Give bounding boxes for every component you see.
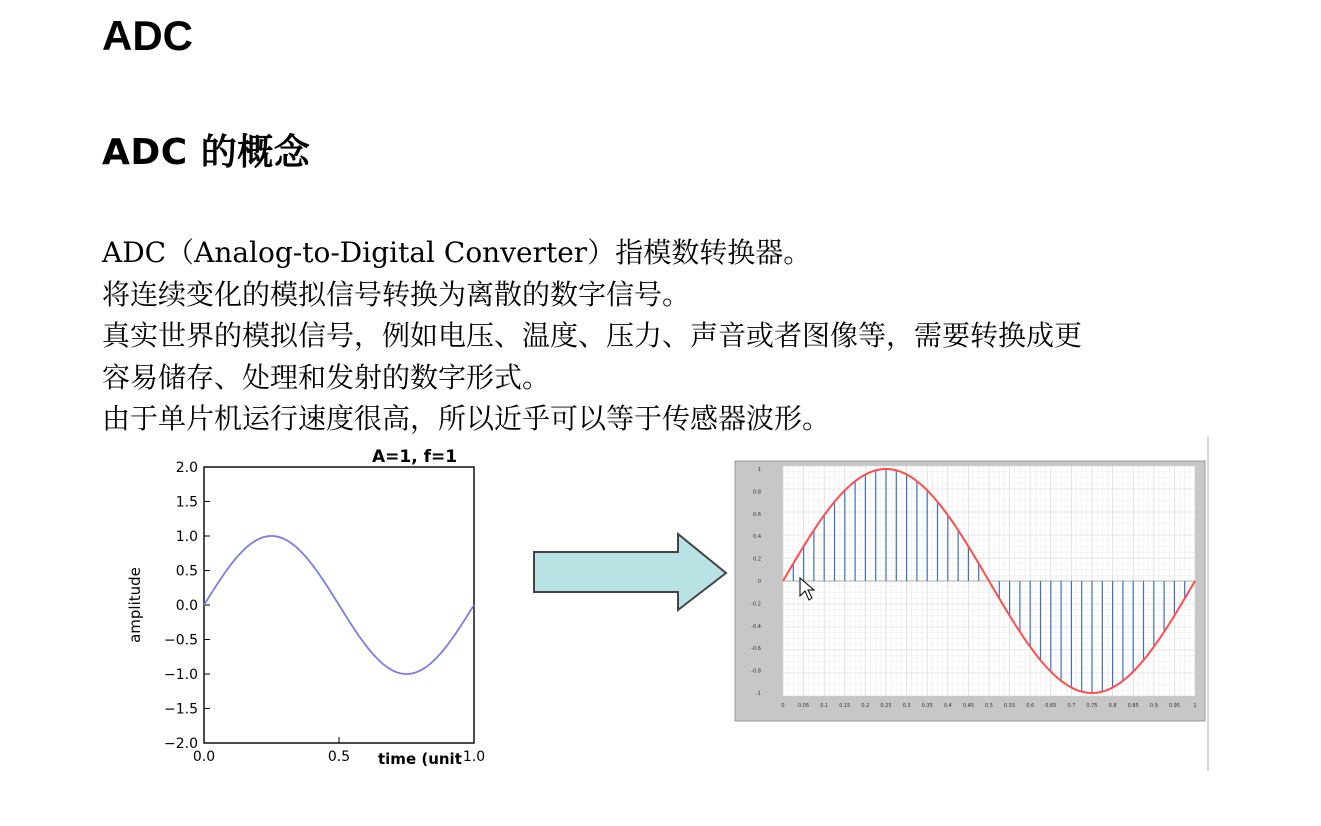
x-tick-label: 0.95 [1168,703,1180,709]
y-tick-label: 2.0 [175,460,198,476]
y-tick-label: −1.5 [164,701,198,718]
x-tick-label: 0.15 [839,703,851,709]
y-tick-label: −0.5 [164,632,198,649]
y-tick-label: -1 [756,691,761,697]
y-tick-label: -0.8 [751,668,761,675]
paragraph-line: 将连续变化的模拟信号转换为离散的数字信号。 [102,277,691,311]
x-tick-label: 0.5 [327,749,351,765]
y-tick-label: 0.2 [753,556,761,563]
chart-title: A=1, f=1 [372,447,458,467]
x-tick-label: 0.0 [192,749,216,765]
paragraph-line: 容易储存、处理和发射的数字形式。 [102,360,551,394]
y-tick-label: -0.2 [751,601,761,608]
x-tick-label: 0.2 [861,703,870,709]
y-tick-label: 0.0 [175,598,198,614]
x-tick-label: 0.65 [1045,703,1057,709]
x-tick-label: 0.1 [820,703,829,709]
y-tick-label: 0.5 [175,563,198,580]
x-axis-label: time (unit [378,750,462,768]
y-tick-label: −2.0 [164,736,198,752]
y-tick-label: -0.6 [751,646,761,653]
x-tick-label: 0.5 [985,703,993,709]
continuous-signal-chart [122,440,486,770]
section-heading: ADC 的概念 [102,132,311,173]
x-tick-label: 0.8 [1108,703,1117,709]
arrow-icon [534,534,726,610]
paragraph-line: 真实世界的模拟信号，例如电压、温度、压力、声音或者图像等，需要转换成更 [102,319,1083,352]
continuous-signal-svg [122,440,486,770]
y-tick-label: 0 [757,579,761,585]
x-tick-label: 0.05 [798,703,810,709]
x-tick-label: 0.35 [921,703,933,709]
x-tick-label: 0.55 [1004,703,1016,709]
x-tick-label: 0.85 [1127,703,1139,709]
x-tick-label: 0.25 [880,703,892,709]
y-tick-label: 0.8 [753,489,761,496]
page-heading: ADC [102,12,193,59]
y-tick-label: -0.4 [751,623,761,630]
paragraph [102,232,1222,440]
y-axis-label: amplitude [126,567,144,643]
x-tick-label: 0.3 [902,703,911,709]
x-tick-label: 0 [781,703,785,709]
x-tick-label: 0.4 [943,703,952,709]
y-tick-label: 1 [757,467,761,473]
x-tick-label: 0.75 [1086,703,1098,709]
sampled-signal-chart [700,436,1212,776]
y-tick-label: 0.6 [753,511,761,518]
x-tick-label: 0.9 [1149,703,1158,709]
sampled-signal-svg [700,436,1212,776]
y-tick-label: 1.0 [175,529,198,545]
x-tick-label: 1 [1193,703,1197,709]
x-tick-label: 0.45 [962,703,974,709]
paragraph-line: ADC（Analog-to-Digital Converter）指模数转换器。 [102,236,812,269]
x-tick-label: 0.7 [1067,703,1076,709]
y-tick-label: 0.4 [753,534,761,541]
paragraph-line: 由于单片机运行速度很高，所以近乎可以等于传感器波形。 [102,402,831,435]
x-tick-label: 1.0 [462,749,486,765]
y-tick-label: 1.5 [175,494,198,511]
x-tick-label: 0.6 [1026,703,1035,709]
y-tick-label: −1.0 [164,667,198,683]
